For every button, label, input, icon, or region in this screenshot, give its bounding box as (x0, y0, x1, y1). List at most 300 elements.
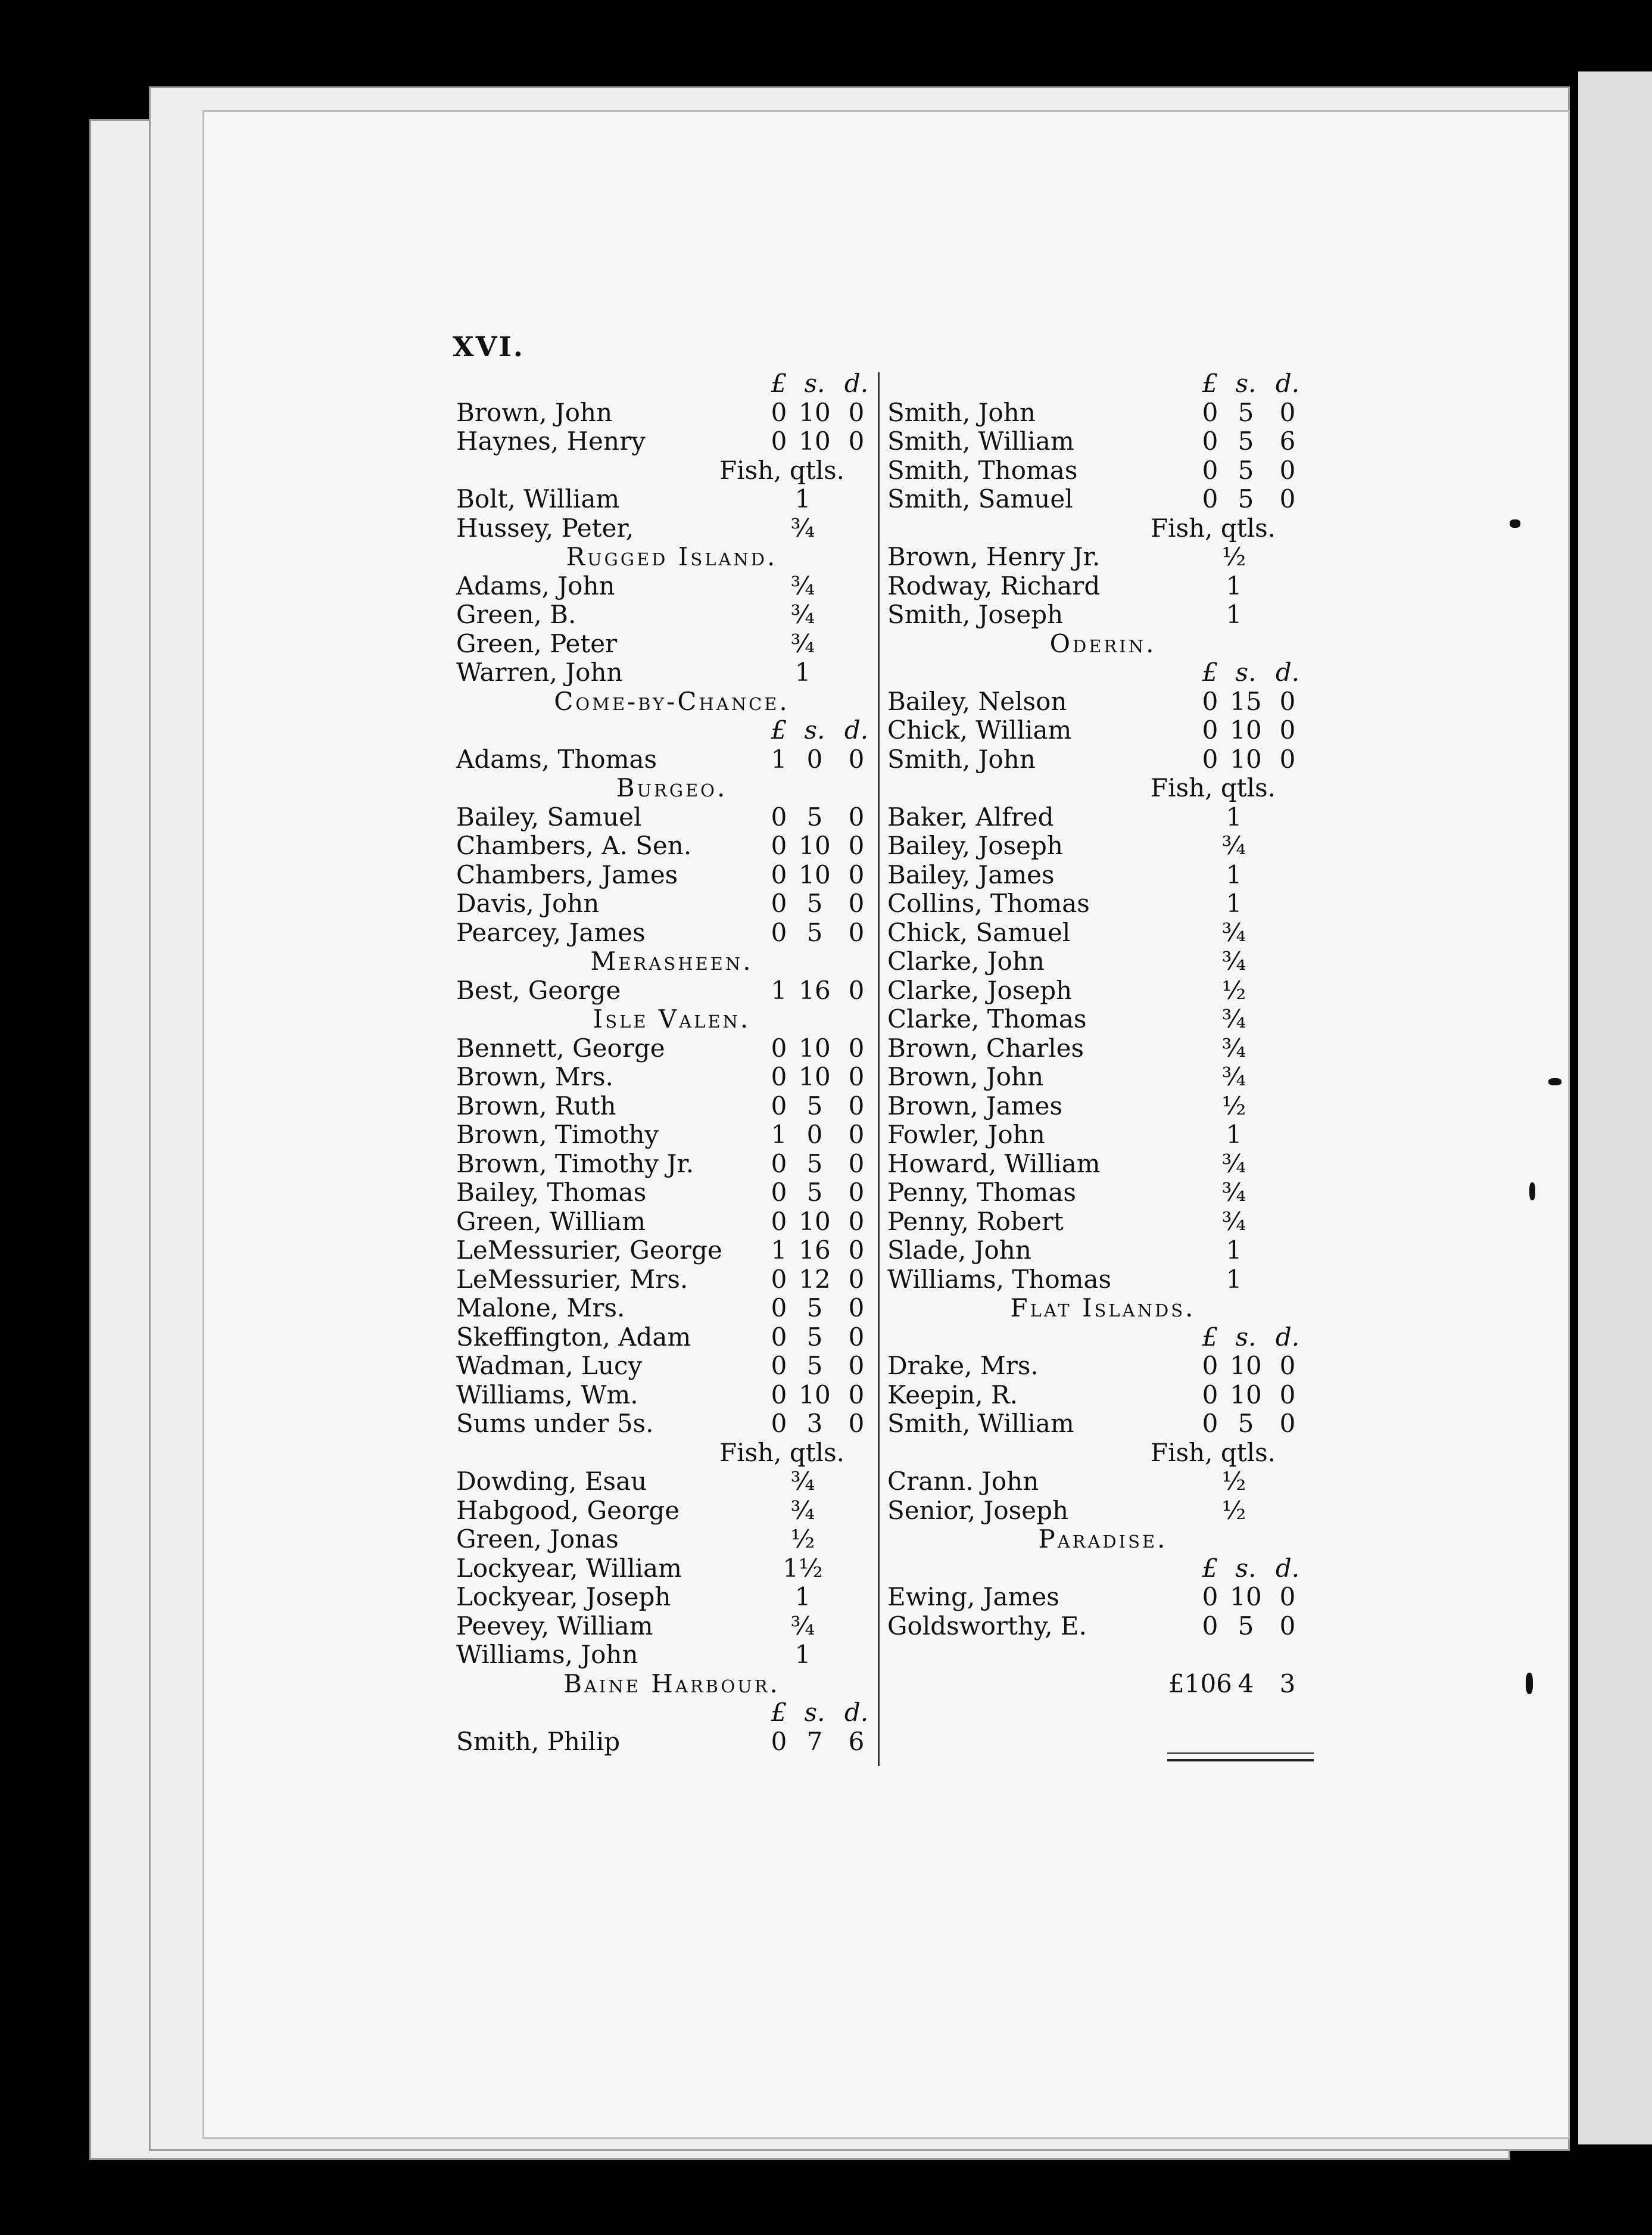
fish-row (451, 1525, 880, 1554)
shillings-value: 10 (799, 860, 831, 889)
shillings-value: 10 (799, 1206, 831, 1236)
fish-quantity: ½ (1221, 975, 1246, 1005)
pounds-value: 0 (771, 860, 787, 889)
fish-quantity: ½ (790, 1524, 815, 1554)
shillings-value: 5 (806, 889, 823, 918)
shillings-value: 10 (1230, 1582, 1262, 1611)
pence-label: d. (844, 1698, 869, 1727)
donation-row (451, 427, 880, 456)
donor-name: Smith, Samuel (887, 484, 1073, 513)
fish-quantity: ¾ (790, 571, 815, 600)
fish-quantity: ½ (1221, 1091, 1246, 1120)
donor-name: Collins, Thomas (887, 889, 1090, 918)
pence-value: 0 (1279, 1351, 1296, 1380)
shillings-value: 5 (1238, 397, 1254, 427)
fish-quantity: ¾ (790, 628, 815, 658)
pounds-label: £ (1202, 369, 1218, 398)
pence-value: 0 (848, 1235, 865, 1265)
shillings-value: 10 (799, 1033, 831, 1063)
donor-name: Skeffington, Adam (456, 1322, 691, 1352)
pounds-value: 0 (771, 889, 787, 918)
section-title: Merasheen. (590, 947, 753, 976)
donor-name: Brown, Charles (887, 1033, 1084, 1063)
shillings-value: 3 (806, 1409, 823, 1438)
pounds-value: 0 (771, 802, 787, 832)
donor-name: Brown, Ruth (456, 1091, 616, 1120)
spacer (883, 1641, 1311, 1670)
fish-quintals-label: Fish, qtls. (1151, 1437, 1276, 1467)
fish-row (883, 1207, 1311, 1237)
pounds-value: 0 (771, 1380, 787, 1409)
shillings-value: 5 (1238, 455, 1254, 485)
pounds-value: 0 (1202, 1582, 1218, 1611)
donor-name: Bailey, Nelson (887, 686, 1067, 716)
donation-row (451, 1727, 880, 1757)
fish-quantity: ½ (1221, 1467, 1246, 1496)
donation-row (883, 1583, 1311, 1612)
pence-value: 0 (848, 1148, 865, 1178)
donor-name: Wadman, Lucy (456, 1351, 643, 1380)
fish-header (883, 774, 1311, 803)
fish-row (883, 1496, 1311, 1526)
pence-value: 0 (848, 975, 865, 1005)
pence-label: d. (1275, 1553, 1300, 1583)
pence-value: 0 (848, 1322, 865, 1352)
fish-quantity: ¾ (790, 1611, 815, 1641)
fish-row (883, 1178, 1311, 1207)
total-pence: 3 (1279, 1669, 1296, 1698)
page-number: XVI. (453, 331, 525, 363)
donor-name: Chambers, A. Sen. (456, 831, 692, 860)
donor-name: Green, B. (456, 600, 576, 629)
fish-row (883, 1467, 1311, 1496)
pence-value: 0 (1279, 686, 1296, 716)
fish-row (883, 1034, 1311, 1063)
shillings-label: s. (804, 715, 825, 745)
fish-row (883, 976, 1311, 1006)
shillings-value: 5 (1238, 484, 1254, 513)
fish-header (451, 456, 880, 485)
unit-header (883, 1554, 1311, 1583)
donor-name: Lockyear, William (456, 1553, 682, 1583)
section-title: Baine Harbour. (563, 1669, 780, 1698)
shillings-value: 12 (799, 1264, 831, 1294)
donation-row (451, 1092, 880, 1121)
donation-row (451, 1207, 880, 1237)
fish-header (883, 1439, 1311, 1468)
donation-row (451, 1063, 880, 1092)
donor-name: Brown, John (456, 397, 613, 427)
fish-quintals-label: Fish, qtls. (719, 455, 844, 485)
section-title: Paradise. (1038, 1524, 1168, 1554)
shillings-value: 5 (806, 1351, 823, 1380)
pounds-value: 0 (771, 1351, 787, 1380)
right-column (883, 369, 1311, 1698)
pence-value: 0 (1279, 715, 1296, 745)
shillings-value: 0 (806, 744, 823, 774)
fish-quintals-label: Fish, qtls. (1151, 513, 1276, 543)
section-title: Isle Valen. (593, 1004, 751, 1034)
donation-row (883, 399, 1311, 428)
donor-name: Warren, John (456, 658, 623, 687)
pounds-value: 0 (771, 1293, 787, 1322)
pence-value: 0 (848, 1264, 865, 1294)
donor-name: Bailey, Samuel (456, 802, 642, 832)
unit-header (451, 369, 880, 399)
pounds-value: 0 (1202, 455, 1218, 485)
pounds-label: £ (771, 715, 787, 745)
donor-name: Chick, William (887, 715, 1072, 745)
pence-value: 0 (848, 744, 865, 774)
donor-name: Brown, Mrs. (456, 1062, 613, 1091)
pounds-label: £ (771, 1698, 787, 1727)
ink-speck (1526, 1673, 1533, 1694)
donor-name: Adams, John (456, 571, 615, 600)
pence-value: 0 (848, 397, 865, 427)
donor-name: Williams, Wm. (456, 1380, 638, 1409)
pence-value: 0 (848, 1409, 865, 1438)
fish-quantity: 1 (1226, 1235, 1242, 1265)
donor-name: Bailey, James (887, 860, 1055, 889)
fish-row (883, 1063, 1311, 1092)
donor-name: Keepin, R. (887, 1380, 1018, 1409)
fish-quantity: ¾ (1221, 1062, 1246, 1091)
donor-name: Brown, Henry Jr. (887, 542, 1101, 571)
pounds-label: £ (1202, 1322, 1218, 1352)
donor-name: Senior, Joseph (887, 1495, 1069, 1525)
shillings-value: 5 (1238, 1409, 1254, 1438)
shillings-value: 7 (806, 1726, 823, 1756)
pounds-value: 0 (771, 1206, 787, 1236)
pounds-value: 0 (771, 397, 787, 427)
pounds-value: 0 (771, 1062, 787, 1091)
fish-quantity: ¾ (1221, 1004, 1246, 1034)
donor-name: Davis, John (456, 889, 600, 918)
pence-value: 0 (1279, 455, 1296, 485)
fish-row (451, 658, 880, 687)
fish-header (883, 514, 1311, 543)
donor-name: Bailey, Thomas (456, 1178, 647, 1207)
donor-name: Smith, William (887, 427, 1074, 456)
donor-name: Clarke, Thomas (887, 1004, 1087, 1034)
fish-row (883, 1265, 1311, 1294)
fish-row (883, 600, 1311, 630)
fish-quantity: ¾ (1221, 947, 1246, 976)
fish-row (883, 1120, 1311, 1150)
pence-label: d. (1275, 1322, 1300, 1352)
pounds-value: 0 (771, 1091, 787, 1120)
donor-name: Brown, Timothy (456, 1120, 659, 1149)
fish-quantity: 1 (794, 484, 811, 513)
donor-name: Best, George (456, 975, 621, 1005)
shillings-value: 5 (806, 1148, 823, 1178)
pence-value: 0 (848, 1206, 865, 1236)
donation-row (451, 919, 880, 948)
pence-label: d. (1275, 369, 1300, 398)
pence-value: 6 (1279, 427, 1296, 456)
pence-value: 0 (1279, 1409, 1296, 1438)
pounds-value: 1 (771, 1235, 787, 1265)
pounds-value: 0 (1202, 1380, 1218, 1409)
fish-row (451, 485, 880, 514)
donor-name: Penny, Thomas (887, 1178, 1076, 1207)
shillings-label: s. (1235, 1553, 1257, 1583)
fish-quantity: ¾ (1221, 1033, 1246, 1063)
donor-name: Smith, Philip (456, 1726, 621, 1756)
pence-value: 0 (1279, 1380, 1296, 1409)
shillings-value: 15 (1230, 686, 1262, 716)
shillings-value: 5 (806, 1293, 823, 1322)
shillings-value: 5 (1238, 1611, 1254, 1641)
fish-row (451, 1641, 880, 1670)
donor-name: Bennett, George (456, 1033, 665, 1063)
total-pounds: £106 (1168, 1669, 1232, 1698)
pounds-value: 0 (1202, 1351, 1218, 1380)
donor-name: Chambers, James (456, 860, 678, 889)
section-title: Rugged Island. (566, 542, 778, 571)
pounds-value: 0 (771, 831, 787, 860)
total-rule (1167, 1752, 1314, 1761)
donor-name: Clarke, John (887, 947, 1045, 976)
donation-row (451, 1178, 880, 1207)
fish-quantity: ¾ (1221, 1206, 1246, 1236)
pence-value: 0 (848, 1062, 865, 1091)
donation-row (451, 1120, 880, 1150)
fish-row (883, 543, 1311, 572)
donor-name: Habgood, George (456, 1495, 680, 1525)
ink-speck (1529, 1182, 1535, 1200)
donor-name: Haynes, Henry (456, 427, 646, 456)
shillings-value: 5 (806, 917, 823, 947)
donation-row (451, 399, 880, 428)
donor-name: Smith, Joseph (887, 600, 1064, 629)
fish-quantity: 1 (1226, 802, 1242, 832)
donation-row (451, 803, 880, 832)
pence-value: 0 (1279, 1611, 1296, 1641)
fish-row (883, 919, 1311, 948)
donation-row (451, 1381, 880, 1410)
section-title: Flat Islands. (1010, 1293, 1196, 1322)
fish-row (883, 889, 1311, 919)
pounds-value: 0 (1202, 715, 1218, 745)
pounds-value: 0 (771, 1322, 787, 1352)
donor-name: Brown, Timothy Jr. (456, 1148, 694, 1178)
fish-quantity: 1 (1226, 571, 1242, 600)
pence-value: 0 (848, 427, 865, 456)
donor-name: Bailey, Joseph (887, 831, 1063, 860)
donor-name: Bolt, William (456, 484, 620, 513)
donor-name: Adams, Thomas (456, 744, 657, 774)
donor-name: Chick, Samuel (887, 917, 1071, 947)
pence-value: 0 (848, 802, 865, 832)
shillings-value: 10 (799, 1062, 831, 1091)
donor-name: Lockyear, Joseph (456, 1582, 671, 1611)
donor-name: Penny, Robert (887, 1206, 1064, 1236)
donation-row (451, 889, 880, 919)
donation-row (451, 1150, 880, 1179)
pounds-value: 0 (771, 1148, 787, 1178)
donor-name: Green, Jonas (456, 1524, 619, 1554)
fish-row (451, 630, 880, 659)
fish-quantity: 1 (794, 1582, 811, 1611)
fish-header (451, 1439, 880, 1468)
pence-value: 0 (848, 889, 865, 918)
donor-name: Brown, John (887, 1062, 1044, 1091)
pence-value: 0 (1279, 1582, 1296, 1611)
shillings-value: 10 (799, 397, 831, 427)
pounds-value: 0 (1202, 484, 1218, 513)
donor-name: Clarke, Joseph (887, 975, 1073, 1005)
fish-row (883, 1236, 1311, 1265)
pounds-value: 1 (771, 975, 787, 1005)
ink-speck (1510, 519, 1520, 528)
fish-quintals-label: Fish, qtls. (1151, 773, 1276, 802)
shillings-value: 5 (806, 1322, 823, 1352)
fish-row (451, 600, 880, 630)
donor-name: Williams, John (456, 1640, 638, 1669)
donation-row (883, 716, 1311, 745)
fish-quantity: ¾ (790, 600, 815, 629)
fish-row (883, 1005, 1311, 1034)
fish-quantity: 1½ (783, 1553, 823, 1583)
fish-row (883, 947, 1311, 976)
pounds-value: 0 (771, 1033, 787, 1063)
fish-row (883, 572, 1311, 601)
shillings-value: 5 (806, 1091, 823, 1120)
shillings-value: 10 (1230, 1380, 1262, 1409)
pence-value: 0 (1279, 744, 1296, 774)
pence-value: 0 (848, 1033, 865, 1063)
donor-name: Pearcey, James (456, 917, 646, 947)
shillings-value: 5 (1238, 427, 1254, 456)
fish-row (451, 1554, 880, 1583)
donation-row (883, 485, 1311, 514)
fish-quantity: 1 (794, 1640, 811, 1669)
pounds-label: £ (771, 369, 787, 398)
donor-name: Ewing, James (887, 1582, 1059, 1611)
column-divider (878, 372, 880, 1766)
total-shillings: 4 (1238, 1669, 1254, 1698)
ink-speck (1548, 1078, 1561, 1085)
donation-row (883, 1612, 1311, 1641)
donation-row (883, 1409, 1311, 1439)
fish-row (883, 1150, 1311, 1179)
unit-header (883, 369, 1311, 399)
fish-quantity: 1 (1226, 1264, 1242, 1294)
fish-quantity: ½ (1221, 1495, 1246, 1525)
fish-quantity: 1 (1226, 889, 1242, 918)
shillings-value: 10 (799, 427, 831, 456)
donation-row (883, 687, 1311, 717)
donor-name: Smith, William (887, 1409, 1074, 1438)
donation-row (451, 1265, 880, 1294)
donor-name: Green, Peter (456, 628, 618, 658)
left-column (451, 369, 880, 1756)
donation-row (883, 1352, 1311, 1381)
shillings-value: 10 (1230, 715, 1262, 745)
pounds-value: 0 (1202, 744, 1218, 774)
donation-row (451, 1034, 880, 1063)
shillings-value: 10 (799, 831, 831, 860)
donor-name: Goldsworthy, E. (887, 1611, 1087, 1641)
donor-name: Slade, John (887, 1235, 1031, 1265)
fish-row (883, 861, 1311, 890)
donor-name: Rodway, Richard (887, 571, 1101, 600)
unit-header (883, 658, 1311, 687)
donor-name: Smith, Thomas (887, 455, 1078, 485)
shillings-label: s. (1235, 1322, 1257, 1352)
fish-row (451, 1496, 880, 1526)
donation-row (451, 1294, 880, 1323)
pounds-value: 0 (1202, 427, 1218, 456)
fish-quantity: ¾ (790, 513, 815, 543)
unit-header (451, 1698, 880, 1727)
fish-quantity: 1 (1226, 860, 1242, 889)
pounds-value: 1 (771, 1120, 787, 1149)
donation-row (451, 976, 880, 1006)
donor-name: Fowler, John (887, 1120, 1045, 1149)
shillings-label: s. (1235, 658, 1257, 687)
fish-row (883, 832, 1311, 861)
pence-value: 0 (848, 1178, 865, 1207)
pence-value: 0 (848, 1091, 865, 1120)
donation-row (451, 745, 880, 774)
pounds-value: 0 (771, 1178, 787, 1207)
shillings-value: 10 (799, 1380, 831, 1409)
fish-quantity: ½ (1221, 542, 1246, 571)
shillings-value: 5 (806, 802, 823, 832)
fish-quantity: ¾ (1221, 1148, 1246, 1178)
pence-value: 0 (1279, 484, 1296, 513)
donation-row (451, 1236, 880, 1265)
section-title: Oderin. (1049, 628, 1157, 658)
fish-row (451, 572, 880, 601)
pence-value: 0 (848, 831, 865, 860)
pence-value: 0 (1279, 397, 1296, 427)
donor-name: Drake, Mrs. (887, 1351, 1039, 1380)
pence-label: d. (1275, 658, 1300, 687)
pence-value: 0 (848, 917, 865, 947)
pounds-value: 0 (1202, 1611, 1218, 1641)
shillings-value: 16 (799, 975, 831, 1005)
shillings-value: 0 (806, 1120, 823, 1149)
donor-name: Sums under 5s. (456, 1409, 654, 1438)
fish-quantity: ¾ (790, 1467, 815, 1496)
donor-name: Crann. John (887, 1467, 1039, 1496)
donor-name: Brown, James (887, 1091, 1063, 1120)
donation-row (883, 427, 1311, 456)
donor-name: Smith, John (887, 397, 1036, 427)
pounds-value: 0 (771, 917, 787, 947)
donor-name: Baker, Alfred (887, 802, 1054, 832)
fish-row (883, 803, 1311, 832)
donation-row (451, 1352, 880, 1381)
fish-quintals-label: Fish, qtls. (719, 1437, 844, 1467)
donor-name: LeMessurier, George (456, 1235, 722, 1265)
shillings-label: s. (1235, 369, 1257, 398)
donor-name: Hussey, Peter, (456, 513, 634, 543)
fish-row (451, 1612, 880, 1641)
donor-name: LeMessurier, Mrs. (456, 1264, 688, 1294)
pounds-value: 0 (771, 1726, 787, 1756)
donation-row (451, 832, 880, 861)
pounds-value: 0 (1202, 397, 1218, 427)
donor-name: Green, William (456, 1206, 646, 1236)
pounds-value: 0 (771, 1409, 787, 1438)
pence-value: 0 (848, 1380, 865, 1409)
pence-value: 0 (848, 1293, 865, 1322)
shillings-value: 10 (1230, 744, 1262, 774)
